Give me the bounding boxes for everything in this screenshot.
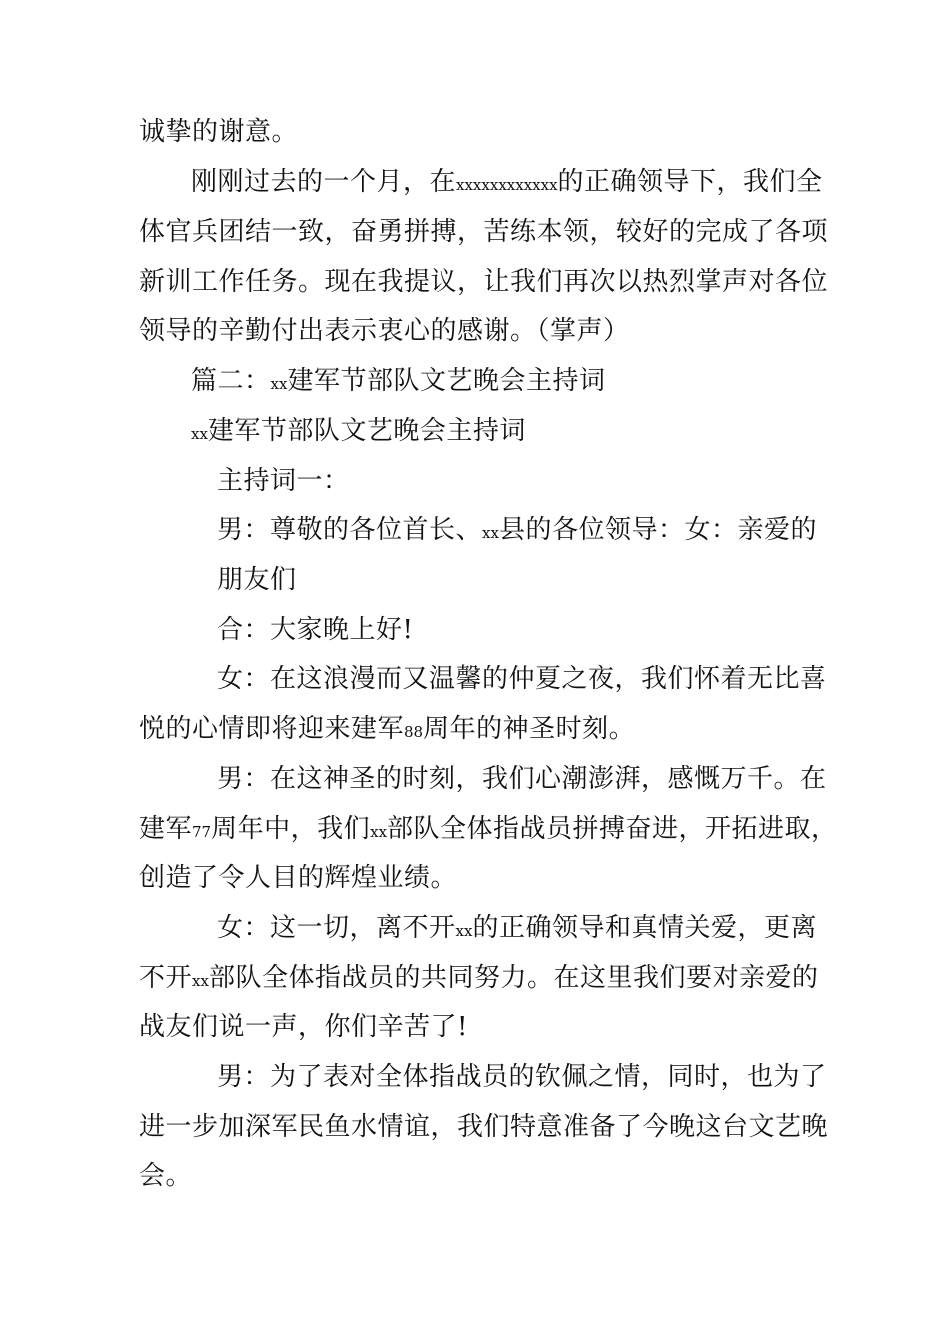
text-run: 刚刚过去的一个月，在 bbox=[191, 167, 457, 197]
text-run: 的正确领导和真情关爱，更离 bbox=[472, 913, 817, 943]
dialogue-line bbox=[217, 612, 413, 648]
number-text: 88 bbox=[404, 723, 424, 741]
placeholder-text: xxxxxxxxxxxx bbox=[456, 176, 558, 194]
paragraph-first-line bbox=[191, 164, 823, 203]
subsection-heading bbox=[217, 463, 350, 499]
placeholder-text: xx bbox=[455, 922, 473, 940]
text-line bbox=[139, 214, 828, 250]
dialogue-line bbox=[217, 562, 297, 598]
text-run: 体官兵团结一致，奋勇拼搏，苦练本领，较好的完成了各项 bbox=[139, 217, 829, 247]
text-run: 悦的心情即将迎来建军 bbox=[139, 714, 405, 744]
text-run: 周年中，我们 bbox=[211, 814, 371, 844]
text-run: 的正确领导下，我们全 bbox=[557, 167, 823, 197]
text-run: 诚挚的谢意。 bbox=[139, 117, 299, 147]
dialogue-line bbox=[217, 512, 817, 551]
text-run: 部队全体指战员拼搏奋进，开拓进取， bbox=[387, 814, 838, 844]
placeholder-text: xx bbox=[191, 425, 208, 443]
text-run: 男：为了表对全体指战员的钦佩之情，同时，也为了 bbox=[217, 1062, 827, 1092]
text-line bbox=[139, 711, 635, 750]
text-run: 建军节部队文艺晚会主持词 bbox=[287, 366, 606, 396]
text-line bbox=[139, 811, 838, 850]
section-heading bbox=[191, 363, 605, 402]
dialogue-line bbox=[217, 1059, 827, 1095]
placeholder-text: xx bbox=[270, 375, 288, 393]
dialogue-line bbox=[217, 661, 827, 697]
text-run: 战友们说一声，你们辛苦了! bbox=[139, 1012, 468, 1042]
text-run: 会。 bbox=[139, 1161, 193, 1191]
text-line bbox=[139, 860, 457, 896]
text-run: 女：这一切，离不开 bbox=[217, 913, 456, 943]
text-run: 建军节部队文艺晚会主持词 bbox=[207, 416, 526, 446]
text-run: 周年的神圣时刻。 bbox=[423, 714, 636, 744]
text-run: 创造了令人目的辉煌业绩。 bbox=[139, 863, 458, 893]
placeholder-text: xx bbox=[482, 524, 499, 542]
text-run: 朋友们 bbox=[217, 565, 297, 595]
text-line bbox=[139, 960, 818, 999]
text-run: 女：在这浪漫而又温馨的仲夏之夜，我们怀着无比喜 bbox=[217, 664, 827, 694]
placeholder-text: xx bbox=[192, 972, 209, 990]
dialogue-line bbox=[217, 910, 817, 949]
dialogue-line bbox=[217, 761, 827, 797]
text-run: 男：在这神圣的时刻，我们心潮澎湃，感慨万千。在 bbox=[217, 764, 827, 794]
text-run: 男：尊敬的各位首长、 bbox=[217, 515, 483, 545]
text-run: 领导的辛勤付出表示衷心的感谢。（掌声） bbox=[139, 316, 630, 346]
text-line bbox=[139, 313, 630, 349]
text-run: 合：大家晚上好! bbox=[217, 615, 414, 645]
text-run: 建军 bbox=[139, 814, 193, 844]
text-run: 主持词一： bbox=[217, 466, 350, 496]
text-run: 篇二： bbox=[191, 366, 271, 396]
number-text: 77 bbox=[192, 823, 212, 841]
document-title bbox=[191, 413, 526, 452]
text-line bbox=[139, 1158, 192, 1194]
text-run: 新训工作任务。现在我提议，让我们再次以热烈掌声对各位 bbox=[139, 267, 829, 297]
text-line bbox=[139, 1009, 468, 1045]
text-run: 部队全体指战员的共同努力。在这里我们要对亲爱的 bbox=[208, 963, 819, 993]
text-run: 进一步加深军民鱼水情谊，我们特意准备了今晚这台文艺晚 bbox=[139, 1112, 829, 1142]
text-run: 县的各位领导：女：亲爱的 bbox=[498, 515, 817, 545]
text-line bbox=[139, 114, 298, 150]
text-run: 不开 bbox=[139, 963, 193, 993]
placeholder-text: xx bbox=[370, 823, 388, 841]
text-line bbox=[139, 264, 828, 300]
text-line bbox=[139, 1109, 828, 1145]
